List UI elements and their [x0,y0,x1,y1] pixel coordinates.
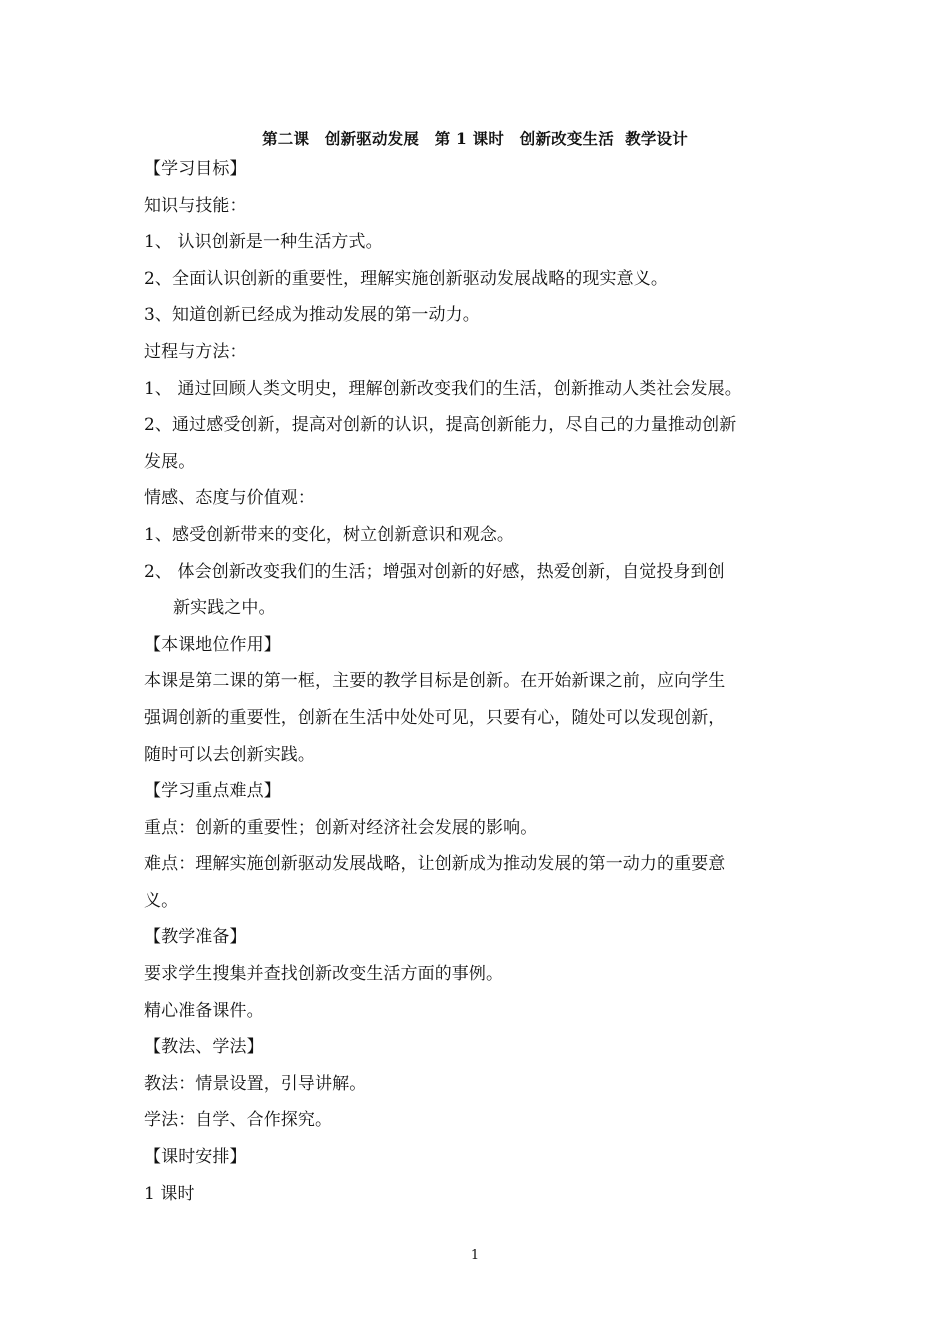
list-item: 2、全面认识创新的重要性，理解实施创新驱动发展战略的现实意义。 [144,268,668,289]
paragraph-line: 强调创新的重要性，创新在生活中处处可见，只要有心，随处可以发现创新， [144,707,726,728]
paragraph-line: 本课是第二课的第一框，主要的教学目标是创新。在开始新课之前，应向学生 [144,671,726,692]
section-heading-key-points: 【学习重点难点】 [144,781,281,802]
list-item-continuation: 新实践之中。 [173,598,276,619]
subheading-knowledge-skills: 知识与技能： [144,195,247,216]
section-heading-methods: 【教法、学法】 [144,1037,264,1058]
list-item-continuation: 发展。 [144,451,196,472]
paragraph-line: 重点：创新的重要性；创新对经济社会发展的影响。 [144,817,538,838]
paragraph-line: 要求学生搜集并查找创新改变生活方面的事例。 [144,964,504,985]
section-heading-schedule: 【课时安排】 [144,1147,247,1168]
subheading-emotion-attitude-values: 情感、态度与价值观： [144,488,315,509]
list-item: 3、知道创新已经成为推动发展的第一动力。 [144,305,480,326]
page-number: 1 [470,1248,480,1263]
paragraph-line: 1 课时 [144,1183,195,1204]
paragraph-line: 教法：情景设置，引导讲解。 [144,1073,367,1094]
list-item: 2、 体会创新改变我们的生活；增强对创新的好感，热爱创新，自觉投身到创 [144,561,725,582]
document-body [144,151,809,1212]
list-item: 1、感受创新带来的变化，树立创新意识和观念。 [144,524,515,545]
paragraph-line: 随时可以去创新实践。 [144,744,315,765]
section-heading-preparation: 【教学准备】 [144,927,247,948]
subheading-process-method: 过程与方法： [144,341,247,362]
list-item: 1、 认识创新是一种生活方式。 [144,232,383,253]
paragraph-line: 精心准备课件。 [144,1000,264,1021]
section-heading-learning-goals: 【学习目标】 [144,159,247,179]
paragraph-line: 学法：自学、合作探究。 [144,1110,333,1131]
section-heading-lesson-role: 【本课地位作用】 [144,634,281,655]
list-item: 2、通过感受创新，提高对创新的认识，提高创新能力，尽自己的力量推动创新 [144,415,737,436]
paragraph-line: 难点：理解实施创新驱动发展战略，让创新成为推动发展的第一动力的重要意 [144,854,726,875]
list-item: 1、 通过回顾人类文明史，理解创新改变我们的生活，创新推动人类社会发展。 [144,378,742,399]
paragraph-line: 义。 [144,890,179,911]
document-title: 第二课 创新驱动发展 第 1 课时 创新改变生活 教学设计 [262,129,688,148]
